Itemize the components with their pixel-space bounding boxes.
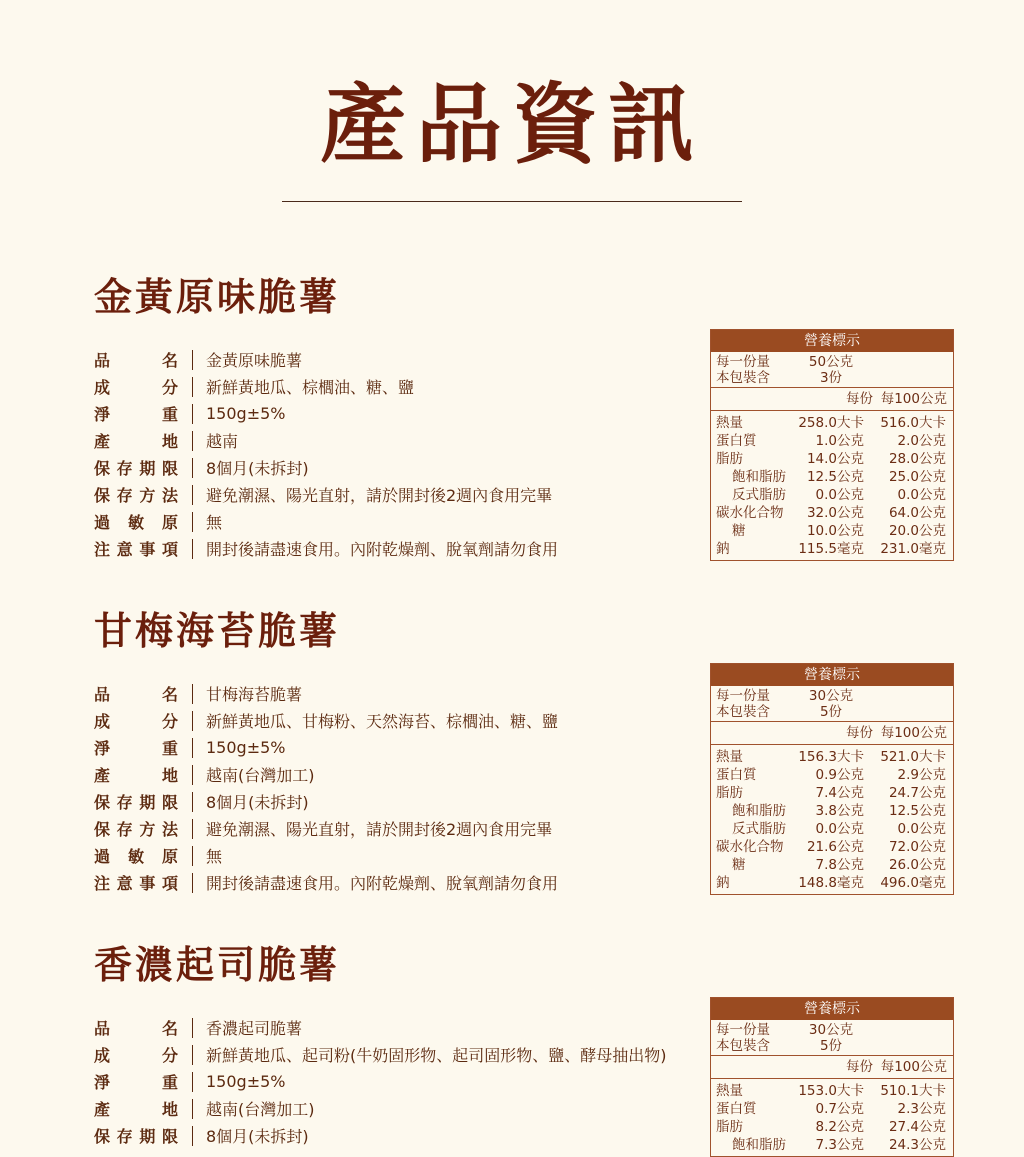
title-divider	[282, 201, 742, 202]
serving-value: 30公克	[808, 1022, 854, 1038]
spec-row	[94, 1068, 667, 1095]
spec-row	[94, 427, 558, 454]
nutrient-per-serving: 115.5毫克	[798, 541, 864, 557]
nutrition-row	[716, 468, 947, 486]
nutrient-label: 碳水化合物	[716, 839, 784, 855]
spec-row	[94, 1095, 667, 1122]
column-per-100g: 每100公克	[880, 725, 947, 741]
nutrient-per-serving: 21.6公克	[806, 839, 864, 855]
spec-row	[94, 454, 558, 481]
nutrition-row	[716, 748, 947, 766]
nutrient-per-serving: 258.0大卡	[798, 415, 864, 431]
serving-info	[711, 686, 953, 722]
nutrient-label: 熱量	[716, 1083, 743, 1099]
serving-row	[716, 354, 948, 370]
spec-value: 8個月(未拆封)	[206, 1127, 309, 1146]
nutrition-row	[716, 540, 947, 558]
nutrition-rows	[711, 745, 953, 894]
spec-value: 新鮮黃地瓜、甘梅粉、天然海苔、棕櫚油、糖、鹽	[206, 712, 559, 731]
serving-label: 每一份量	[716, 354, 770, 370]
nutrient-per-100g: 20.0公克	[888, 523, 946, 539]
nutrient-per-100g: 24.3公克	[888, 1137, 946, 1153]
column-per-serving: 每份	[846, 391, 873, 407]
page-title: 產品資訊	[320, 75, 704, 175]
spec-label: 成 分	[94, 1046, 178, 1065]
spec-value: 無	[206, 847, 223, 866]
nutrient-per-100g: 2.0公克	[897, 433, 946, 449]
spec-value: 150g±5%	[206, 404, 286, 423]
spec-row	[94, 869, 558, 896]
spec-divider	[192, 765, 193, 785]
nutrient-per-100g: 496.0毫克	[880, 875, 946, 891]
spec-row	[94, 1014, 667, 1041]
spec-label: 成 分	[94, 712, 178, 731]
nutrient-label: 熱量	[716, 749, 743, 765]
spec-value: 8個月(未拆封)	[206, 459, 309, 478]
nutrient-per-100g: 27.4公克	[888, 1119, 946, 1135]
spec-table	[94, 680, 558, 896]
column-per-serving: 每份	[846, 725, 873, 741]
spec-label: 淨 重	[94, 739, 178, 758]
nutrient-label: 反式脂肪	[732, 821, 786, 837]
serving-row	[716, 1022, 948, 1038]
serving-row	[716, 688, 948, 704]
spec-row	[94, 1122, 667, 1149]
serving-label: 本包裝含	[716, 1038, 770, 1054]
spec-divider	[192, 873, 193, 893]
spec-divider	[192, 431, 193, 451]
nutrient-per-100g: 25.0公克	[888, 469, 946, 485]
nutrient-label: 脂肪	[716, 451, 743, 467]
nutrient-label: 熱量	[716, 415, 743, 431]
nutrient-per-100g: 0.0公克	[897, 821, 946, 837]
nutrition-column-headers	[711, 1056, 953, 1079]
nutrient-label: 飽和脂肪	[732, 803, 786, 819]
spec-value: 越南	[206, 432, 239, 451]
nutrition-row	[716, 486, 947, 504]
spec-value: 新鮮黃地瓜、起司粉(牛奶固形物、起司固形物、鹽、酵母抽出物)	[206, 1046, 667, 1065]
nutrient-per-serving: 14.0公克	[806, 451, 864, 467]
spec-value: 開封後請盡速食用。內附乾燥劑、脫氧劑請勿食用	[206, 874, 559, 893]
spec-row	[94, 707, 558, 734]
nutrition-header: 營養標示	[711, 664, 953, 686]
nutrient-per-serving: 0.0公克	[815, 821, 864, 837]
nutrient-per-serving: 0.7公克	[815, 1101, 864, 1117]
nutrient-label: 鈉	[716, 541, 730, 557]
nutrition-row	[716, 522, 947, 540]
spec-label: 過 敏 原	[94, 847, 178, 866]
spec-row	[94, 346, 558, 373]
spec-divider	[192, 1018, 193, 1038]
spec-label: 保 存 期 限	[94, 1127, 178, 1146]
nutrient-per-100g: 12.5公克	[888, 803, 946, 819]
spec-divider	[192, 485, 193, 505]
nutrient-per-100g: 72.0公克	[888, 839, 946, 855]
nutrition-facts-table	[710, 997, 954, 1157]
spec-divider	[192, 404, 193, 424]
serving-row	[716, 1038, 948, 1054]
nutrient-per-serving: 7.8公克	[815, 857, 864, 873]
nutrition-row	[716, 1100, 947, 1118]
spec-value: 越南(台灣加工)	[206, 1100, 315, 1119]
spec-divider	[192, 539, 193, 559]
serving-value: 50公克	[808, 354, 854, 370]
nutrition-header: 營養標示	[711, 998, 953, 1020]
spec-table	[94, 1014, 667, 1149]
nutrient-label: 糖	[732, 857, 746, 873]
spec-divider	[192, 792, 193, 812]
spec-value: 150g±5%	[206, 1072, 286, 1091]
nutrient-label: 糖	[732, 523, 746, 539]
spec-label: 保 存 期 限	[94, 793, 178, 812]
nutrition-row	[716, 450, 947, 468]
serving-label: 本包裝含	[716, 370, 770, 386]
spec-label: 過 敏 原	[94, 513, 178, 532]
nutrient-label: 蛋白質	[716, 433, 757, 449]
spec-label: 品 名	[94, 1019, 178, 1038]
nutrient-per-serving: 153.0大卡	[798, 1083, 864, 1099]
spec-divider	[192, 377, 193, 397]
nutrient-label: 飽和脂肪	[732, 469, 786, 485]
nutrition-header: 營養標示	[711, 330, 953, 352]
nutrient-label: 碳水化合物	[716, 505, 784, 521]
spec-row	[94, 788, 558, 815]
nutrient-label: 蛋白質	[716, 767, 757, 783]
nutrient-per-100g: 516.0大卡	[880, 415, 946, 431]
column-per-serving: 每份	[846, 1059, 873, 1075]
nutrition-row	[716, 856, 947, 874]
spec-divider	[192, 819, 193, 839]
spec-value: 金黃原味脆薯	[206, 351, 303, 370]
nutrient-per-100g: 28.0公克	[888, 451, 946, 467]
spec-label: 保 存 方 法	[94, 820, 178, 839]
spec-value: 甘梅海苔脆薯	[206, 685, 303, 704]
spec-divider	[192, 846, 193, 866]
product-title: 香濃起司脆薯	[94, 943, 341, 987]
nutrient-label: 飽和脂肪	[732, 1137, 786, 1153]
nutrition-row	[716, 1136, 947, 1154]
spec-label: 產 地	[94, 1100, 178, 1119]
spec-divider	[192, 1045, 193, 1065]
spec-label: 保 存 方 法	[94, 486, 178, 505]
nutrient-per-serving: 148.8毫克	[798, 875, 864, 891]
spec-value: 避免潮濕、陽光直射，請於開封後2週內食用完畢	[206, 820, 553, 839]
spec-value: 香濃起司脆薯	[206, 1019, 303, 1038]
spec-row	[94, 734, 558, 761]
serving-value: 3份	[819, 370, 843, 386]
spec-divider	[192, 512, 193, 532]
spec-table	[94, 346, 558, 562]
nutrition-row	[716, 802, 947, 820]
spec-divider	[192, 711, 193, 731]
serving-info	[711, 352, 953, 388]
nutrient-per-100g: 0.0公克	[897, 487, 946, 503]
spec-divider	[192, 458, 193, 478]
nutrition-row	[716, 414, 947, 432]
spec-row	[94, 508, 558, 535]
nutrient-per-serving: 8.2公克	[815, 1119, 864, 1135]
serving-info	[711, 1020, 953, 1056]
nutrient-label: 反式脂肪	[732, 487, 786, 503]
nutrient-per-100g: 2.3公克	[897, 1101, 946, 1117]
spec-divider	[192, 684, 193, 704]
spec-row	[94, 680, 558, 707]
spec-row	[94, 842, 558, 869]
column-per-100g: 每100公克	[880, 391, 947, 407]
spec-value: 150g±5%	[206, 738, 286, 757]
nutrient-per-serving: 32.0公克	[806, 505, 864, 521]
spec-row	[94, 400, 558, 427]
spec-value: 新鮮黃地瓜、棕櫚油、糖、鹽	[206, 378, 415, 397]
nutrition-row	[716, 874, 947, 892]
spec-value: 開封後請盡速食用。內附乾燥劑、脫氧劑請勿食用	[206, 540, 559, 559]
serving-row	[716, 704, 948, 720]
nutrition-row	[716, 1118, 947, 1136]
serving-label: 本包裝含	[716, 704, 770, 720]
spec-label: 產 地	[94, 432, 178, 451]
nutrition-row	[716, 838, 947, 856]
nutrition-rows	[711, 411, 953, 560]
product-title: 甘梅海苔脆薯	[94, 609, 341, 653]
spec-label: 成 分	[94, 378, 178, 397]
serving-value: 30公克	[808, 688, 854, 704]
nutrient-per-serving: 7.4公克	[815, 785, 864, 801]
nutrient-per-100g: 24.7公克	[888, 785, 946, 801]
nutrition-row	[716, 784, 947, 802]
spec-row	[94, 761, 558, 788]
nutrition-row	[716, 766, 947, 784]
nutrition-facts-table	[710, 663, 954, 895]
serving-label: 每一份量	[716, 1022, 770, 1038]
nutrient-per-100g: 64.0公克	[888, 505, 946, 521]
spec-label: 注 意 事 項	[94, 874, 178, 893]
spec-value: 無	[206, 513, 223, 532]
nutrient-per-100g: 521.0大卡	[880, 749, 946, 765]
nutrient-per-serving: 1.0公克	[815, 433, 864, 449]
nutrient-per-100g: 2.9公克	[897, 767, 946, 783]
spec-label: 產 地	[94, 766, 178, 785]
nutrition-row	[716, 1082, 947, 1100]
spec-divider	[192, 350, 193, 370]
spec-label: 保 存 期 限	[94, 459, 178, 478]
spec-divider	[192, 1099, 193, 1119]
nutrient-per-100g: 231.0毫克	[880, 541, 946, 557]
nutrient-per-serving: 0.0公克	[815, 487, 864, 503]
spec-label: 品 名	[94, 351, 178, 370]
serving-value: 5份	[819, 704, 843, 720]
spec-divider	[192, 1126, 193, 1146]
spec-row	[94, 481, 558, 508]
nutrient-label: 蛋白質	[716, 1101, 757, 1117]
spec-label: 品 名	[94, 685, 178, 704]
spec-value: 避免潮濕、陽光直射，請於開封後2週內食用完畢	[206, 486, 553, 505]
column-per-100g: 每100公克	[880, 1059, 947, 1075]
nutrient-per-serving: 12.5公克	[806, 469, 864, 485]
nutrition-row	[716, 820, 947, 838]
spec-label: 淨 重	[94, 405, 178, 424]
nutrient-per-serving: 0.9公克	[815, 767, 864, 783]
serving-value: 5份	[819, 1038, 843, 1054]
product-title: 金黃原味脆薯	[94, 275, 341, 319]
spec-value: 8個月(未拆封)	[206, 793, 309, 812]
nutrient-per-serving: 7.3公克	[815, 1137, 864, 1153]
spec-label: 注 意 事 項	[94, 540, 178, 559]
nutrient-label: 脂肪	[716, 1119, 743, 1135]
spec-divider	[192, 1072, 193, 1092]
spec-row	[94, 373, 558, 400]
nutrient-label: 鈉	[716, 875, 730, 891]
spec-label: 淨 重	[94, 1073, 178, 1092]
spec-row	[94, 1041, 667, 1068]
nutrient-per-serving: 156.3大卡	[798, 749, 864, 765]
serving-row	[716, 370, 948, 386]
nutrient-per-serving: 10.0公克	[806, 523, 864, 539]
nutrient-per-100g: 26.0公克	[888, 857, 946, 873]
nutrient-label: 脂肪	[716, 785, 743, 801]
serving-label: 每一份量	[716, 688, 770, 704]
nutrient-per-serving: 3.8公克	[815, 803, 864, 819]
nutrient-per-100g: 510.1大卡	[880, 1083, 946, 1099]
nutrition-row	[716, 432, 947, 450]
nutrition-rows	[711, 1079, 953, 1156]
nutrition-column-headers	[711, 722, 953, 745]
nutrition-column-headers	[711, 388, 953, 411]
spec-row	[94, 815, 558, 842]
spec-value: 越南(台灣加工)	[206, 766, 315, 785]
nutrition-row	[716, 504, 947, 522]
nutrition-facts-table	[710, 329, 954, 561]
spec-divider	[192, 738, 193, 758]
spec-row	[94, 535, 558, 562]
